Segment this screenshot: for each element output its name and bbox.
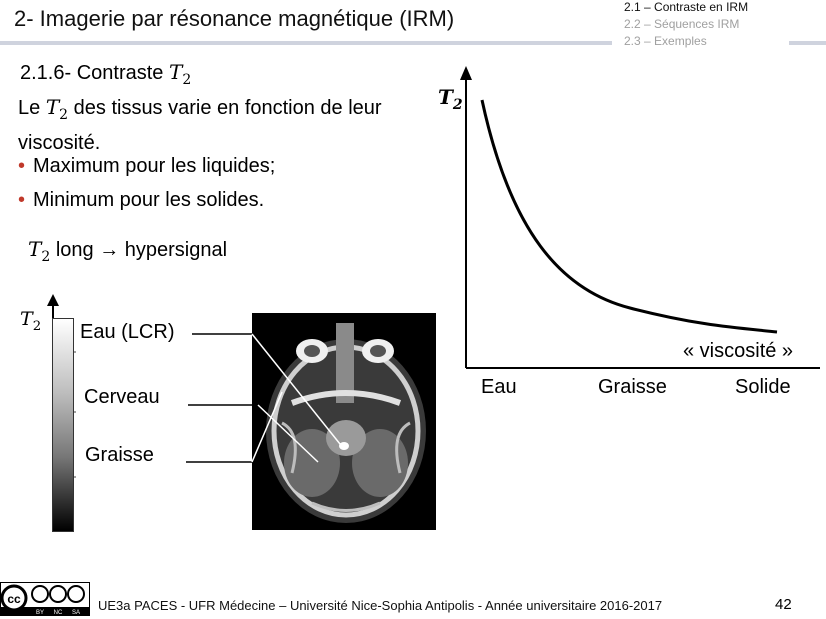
t2-scale-label: $T_2$	[20, 308, 42, 334]
t2-curve	[482, 100, 777, 332]
bullet-item: • Maximum pour les liquides;	[18, 155, 276, 177]
nav-item-sequences[interactable]: 2.2 – Séquences IRM	[624, 17, 740, 31]
t2-symbol: $T_2$	[28, 237, 51, 265]
label-cerveau: Cerveau	[84, 386, 160, 408]
hypersignal-rule: $T_2$ long → hypersignal	[28, 237, 228, 265]
page-number: 42	[775, 596, 792, 613]
section-heading-text: 2.1.6- Contraste	[20, 62, 169, 84]
creative-commons-logo	[0, 582, 90, 616]
nav-item-contraste[interactable]: 2.1 – Contraste en IRM	[624, 0, 749, 14]
label-graisse: Graisse	[85, 444, 154, 466]
label-eau-lcr: Eau (LCR)	[80, 321, 175, 343]
svg-text:cc: cc	[7, 592, 21, 606]
t2-symbol: $T_2$	[45, 95, 69, 123]
graph-ylabel: $T_2$	[438, 85, 463, 113]
intro-paragraph: Le $T_2$ des tissus varie en fonction de leur viscosité.	[18, 95, 382, 154]
graph-xlabel: « viscosité »	[683, 340, 794, 362]
footer-text: UE3a PACES - UFR Médecine – Université Nice-Sophia Antipolis - Année universitaire 2016-2017	[98, 598, 663, 613]
pointer-lines	[0, 0, 440, 540]
x-tick-solide: Solide	[735, 376, 791, 398]
bullet-item: • Minimum pour les solides.	[18, 189, 265, 211]
t2-viscosity-graph	[440, 60, 826, 380]
x-tick-graisse: Graisse	[598, 376, 667, 398]
svg-text:BY: BY	[35, 610, 45, 616]
svg-text:SA: SA	[71, 610, 81, 616]
title-divider-right	[789, 41, 826, 45]
nav-item-exemples[interactable]: 2.3 – Exemples	[624, 34, 707, 48]
t2-symbol: $T_2$	[168, 60, 192, 88]
svg-text:NC: NC	[53, 610, 63, 616]
y-axis-arrow	[460, 66, 472, 80]
x-tick-eau: Eau	[481, 376, 517, 398]
slide-title: 2- Imagerie par résonance magnétique (IRM)	[14, 6, 455, 31]
